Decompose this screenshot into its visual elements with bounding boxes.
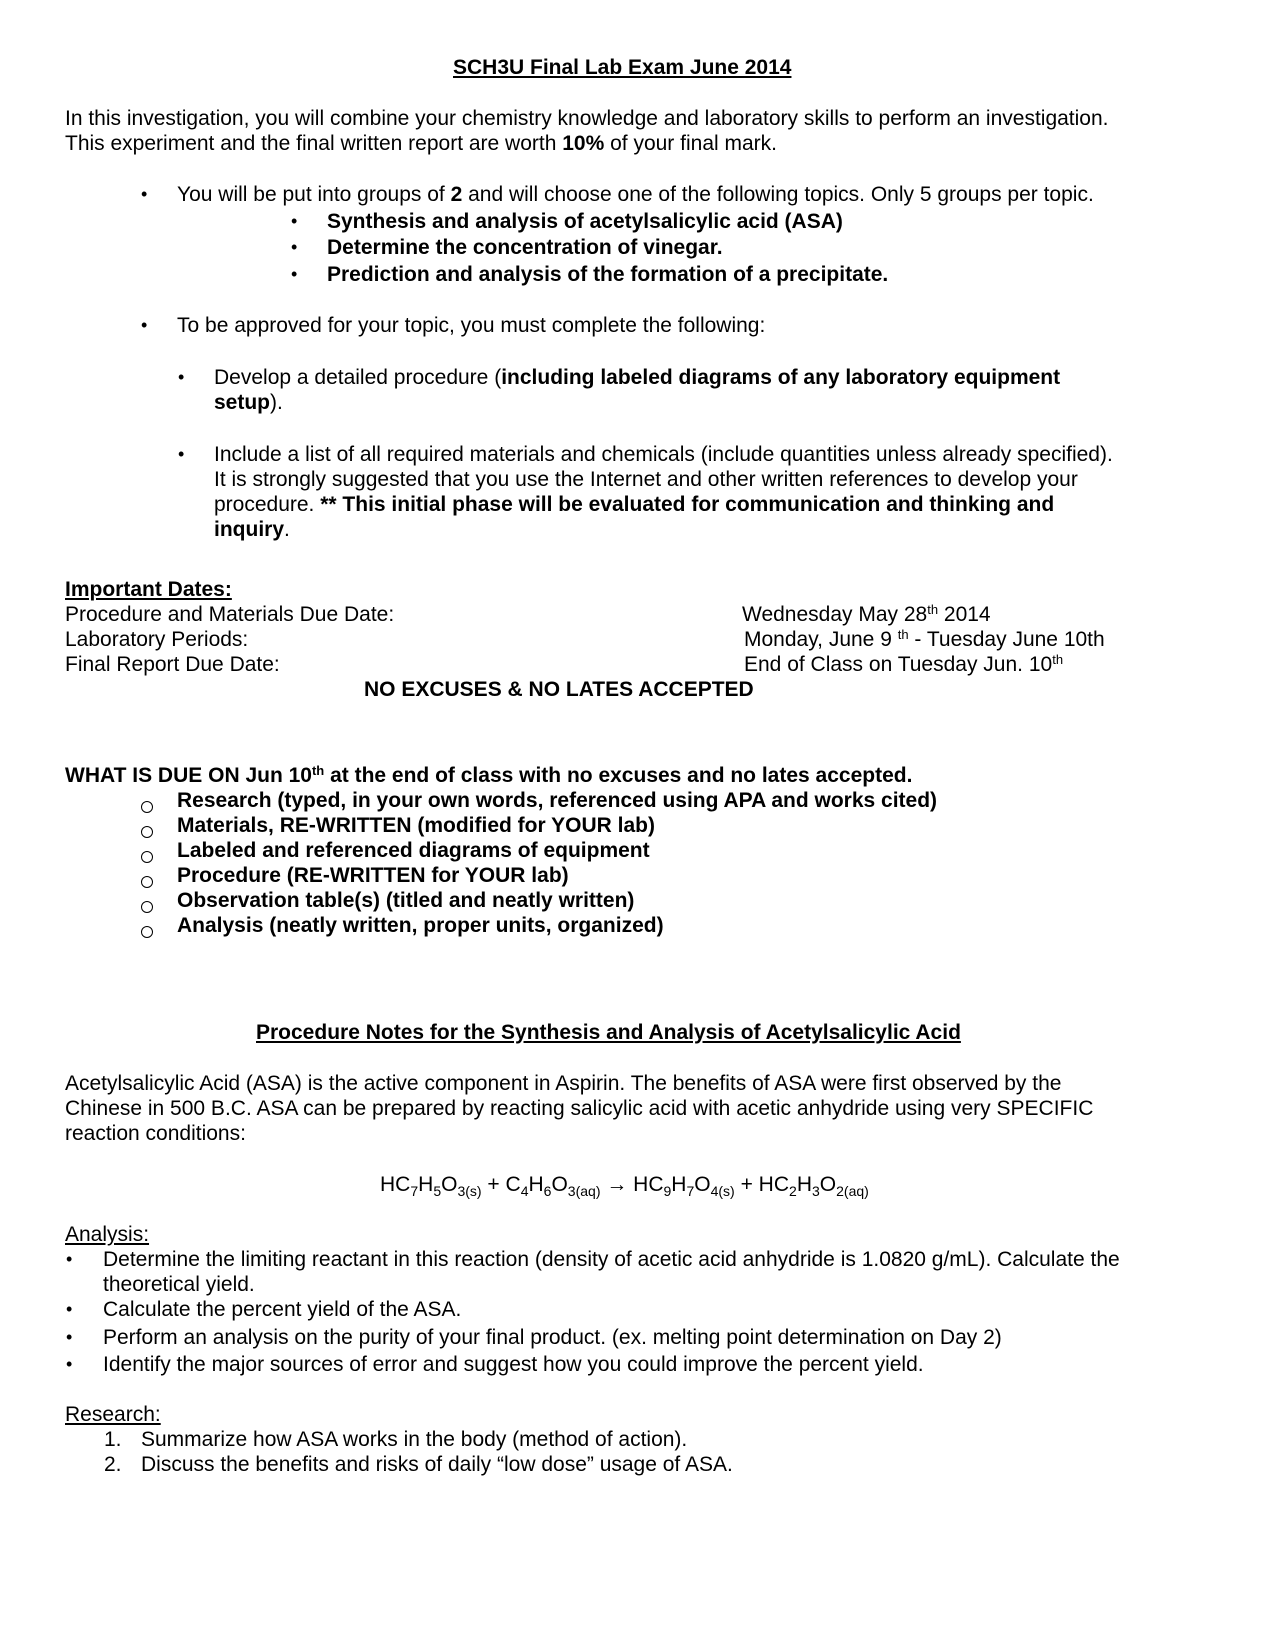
- research-heading: Research:: [65, 1403, 161, 1426]
- research-item: Summarize how ASA works in the body (method of action).: [141, 1428, 688, 1451]
- analysis-item: Calculate the percent yield of the ASA.: [103, 1298, 462, 1321]
- research-number: 1.: [104, 1428, 122, 1451]
- due-item: Materials, RE-WRITTEN (modified for YOUR lab): [177, 814, 655, 837]
- circle-bullet-icon: [141, 876, 153, 888]
- chemical-equation: $HC_7H_5O_{3(s)} + C_4H_6O_{3(aq)} \to HC_9H_7O_{4(s)} + HC_2H_3O_{2(aq)}$: [380, 1173, 869, 1199]
- notes-paragraph-line: reaction conditions:: [65, 1122, 246, 1145]
- bullet-icon: •: [66, 1327, 73, 1347]
- bullet-icon: •: [291, 264, 298, 284]
- date-value: Monday, June 9 $^{th}$ - Tuesday June 10th: [744, 627, 1105, 651]
- bullet-icon: •: [141, 184, 148, 204]
- date-label: Final Report Due Date:: [65, 653, 280, 676]
- bullet-icon: •: [66, 1249, 73, 1269]
- notes-paragraph-line: Chinese in 500 B.C. ASA can be prepared by reacting salicylic acid with acetic anhydride using very SPECIFIC: [65, 1097, 1094, 1120]
- bullet-icon: •: [66, 1354, 73, 1374]
- analysis-item-cont: theoretical yield.: [103, 1273, 255, 1296]
- date-value: End of Class on Tuesday Jun. 10th: [744, 652, 1064, 676]
- circle-bullet-icon: [141, 801, 153, 813]
- circle-bullet-icon: [141, 851, 153, 863]
- topic-item: Synthesis and analysis of acetylsalicylic acid (ASA): [327, 210, 843, 233]
- due-heading: WHAT IS DUE ON Jun 10th at the end of class with no excuses and no lates accepted.: [65, 763, 913, 787]
- date-value: Wednesday May 28th 2014: [742, 602, 991, 626]
- analysis-item: Determine the limiting reactant in this reaction (density of acetic acid anhydride is 1.0820 g/mL). Calculate the: [103, 1248, 1120, 1271]
- requirement-materials-4: inquiry.: [214, 518, 290, 541]
- analysis-item: Perform an analysis on the purity of your final product. (ex. melting point determination on Day 2): [103, 1326, 1002, 1349]
- topic-item: Determine the concentration of vinegar.: [327, 236, 723, 259]
- bullet-icon: •: [291, 237, 298, 257]
- intro-line-2: This experiment and the final written report are worth 10% of your final mark.: [65, 132, 777, 155]
- requirement-materials-1: Include a list of all required materials and chemicals (include quantities unless already specified).: [214, 443, 1113, 466]
- page-title: SCH3U Final Lab Exam June 2014: [453, 56, 792, 79]
- circle-bullet-icon: [141, 826, 153, 838]
- research-number: 2.: [104, 1453, 122, 1476]
- due-item: Labeled and referenced diagrams of equipment: [177, 839, 650, 862]
- bullet-icon: •: [141, 315, 148, 335]
- due-item: Analysis (neatly written, proper units, organized): [177, 914, 664, 937]
- notes-paragraph-line: Acetylsalicylic Acid (ASA) is the active component in Aspirin. The benefits of ASA were first observed by the: [65, 1072, 1062, 1095]
- notes-heading: Procedure Notes for the Synthesis and Analysis of Acetylsalicylic Acid: [256, 1021, 961, 1044]
- requirement-procedure-cont: setup).: [214, 391, 283, 414]
- due-item: Research (typed, in your own words, referenced using APA and works cited): [177, 789, 938, 812]
- research-item: Discuss the benefits and risks of daily “low dose” usage of ASA.: [141, 1453, 733, 1476]
- arrow-icon: →: [600, 1173, 634, 1196]
- requirement-materials-3: procedure. ** This initial phase will be evaluated for communication and thinking and: [214, 493, 1055, 516]
- dates-notice: NO EXCUSES & NO LATES ACCEPTED: [364, 678, 754, 701]
- bullet-icon: •: [291, 211, 298, 231]
- groups-text: You will be put into groups of 2 and will choose one of the following topics. Only 5 groups per topic.: [177, 183, 1094, 206]
- bullet-icon: •: [66, 1299, 73, 1319]
- approval-text: To be approved for your topic, you must complete the following:: [177, 314, 766, 337]
- intro-line-1: In this investigation, you will combine your chemistry knowledge and laboratory skills to perform an investigation.: [65, 107, 1109, 130]
- bullet-icon: •: [178, 444, 185, 464]
- date-label: Procedure and Materials Due Date:: [65, 603, 395, 626]
- analysis-heading: Analysis:: [65, 1223, 150, 1246]
- topic-item: Prediction and analysis of the formation of a precipitate.: [327, 263, 889, 286]
- requirement-materials-2: It is strongly suggested that you use the Internet and other written references to develop your: [214, 468, 1078, 491]
- due-item: Procedure (RE-WRITTEN for YOUR lab): [177, 864, 569, 887]
- circle-bullet-icon: [141, 926, 153, 938]
- bullet-icon: •: [178, 367, 185, 387]
- date-label: Laboratory Periods:: [65, 628, 249, 651]
- circle-bullet-icon: [141, 901, 153, 913]
- analysis-item: Identify the major sources of error and suggest how you could improve the percent yield.: [103, 1353, 924, 1376]
- dates-heading: Important Dates:: [65, 578, 232, 601]
- due-item: Observation table(s) (titled and neatly written): [177, 889, 635, 912]
- requirement-procedure: Develop a detailed procedure (including labeled diagrams of any laboratory equipment: [214, 366, 1061, 389]
